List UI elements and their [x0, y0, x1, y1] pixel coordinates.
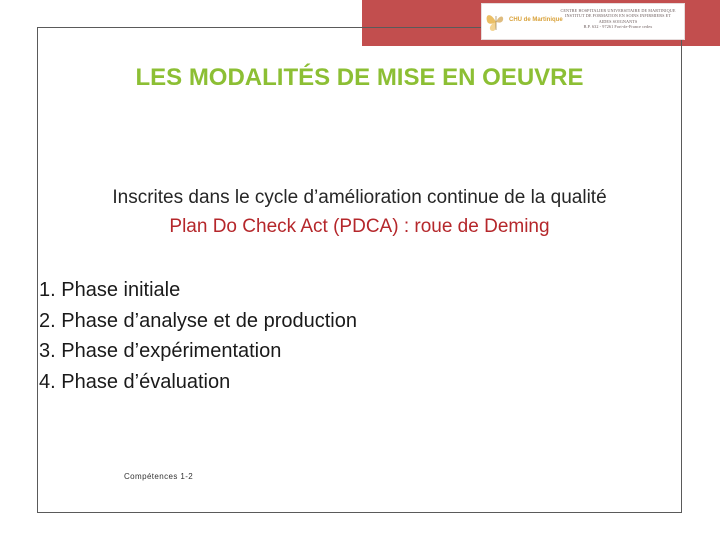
pdca-line: Plan Do Check Act (PDCA) : roue de Deming	[169, 216, 550, 237]
phase-item: 1. Phase initiale	[39, 279, 181, 301]
intro-text	[37, 183, 682, 241]
phase-item: 2. Phase d’analyse et de production	[39, 309, 357, 332]
phase-item: 4. Phase d’évaluation	[39, 370, 231, 393]
intro-line: Inscrites dans le cycle d’amélioration continue de la qualité	[112, 187, 607, 208]
content-frame	[37, 27, 682, 513]
competences-note: Compétences 1-2	[124, 472, 194, 481]
slide-title: LES MODALITÉS DE MISE EN OEUVRE	[135, 64, 584, 91]
phase-list	[39, 275, 357, 397]
logo-brand-text: CHU de Martinique	[509, 17, 563, 23]
logo-line: B.P. 632 - 97261 Fort-de-France cedex	[583, 24, 653, 30]
logo-line: INSTITUT DE FORMATION EN SOINS INFIRMIERS ET	[565, 13, 671, 19]
phase-item: 3. Phase d’expérimentation	[39, 340, 282, 362]
institution-logo	[481, 3, 685, 40]
butterfly-logo-icon	[485, 10, 507, 34]
institution-address	[552, 8, 684, 30]
logo-line: CENTRE HOSPITALIER UNIVERSITAIRE DE MARTINIQUE	[560, 8, 676, 13]
logo-line: AIDES SOIGNANTS	[598, 18, 638, 24]
